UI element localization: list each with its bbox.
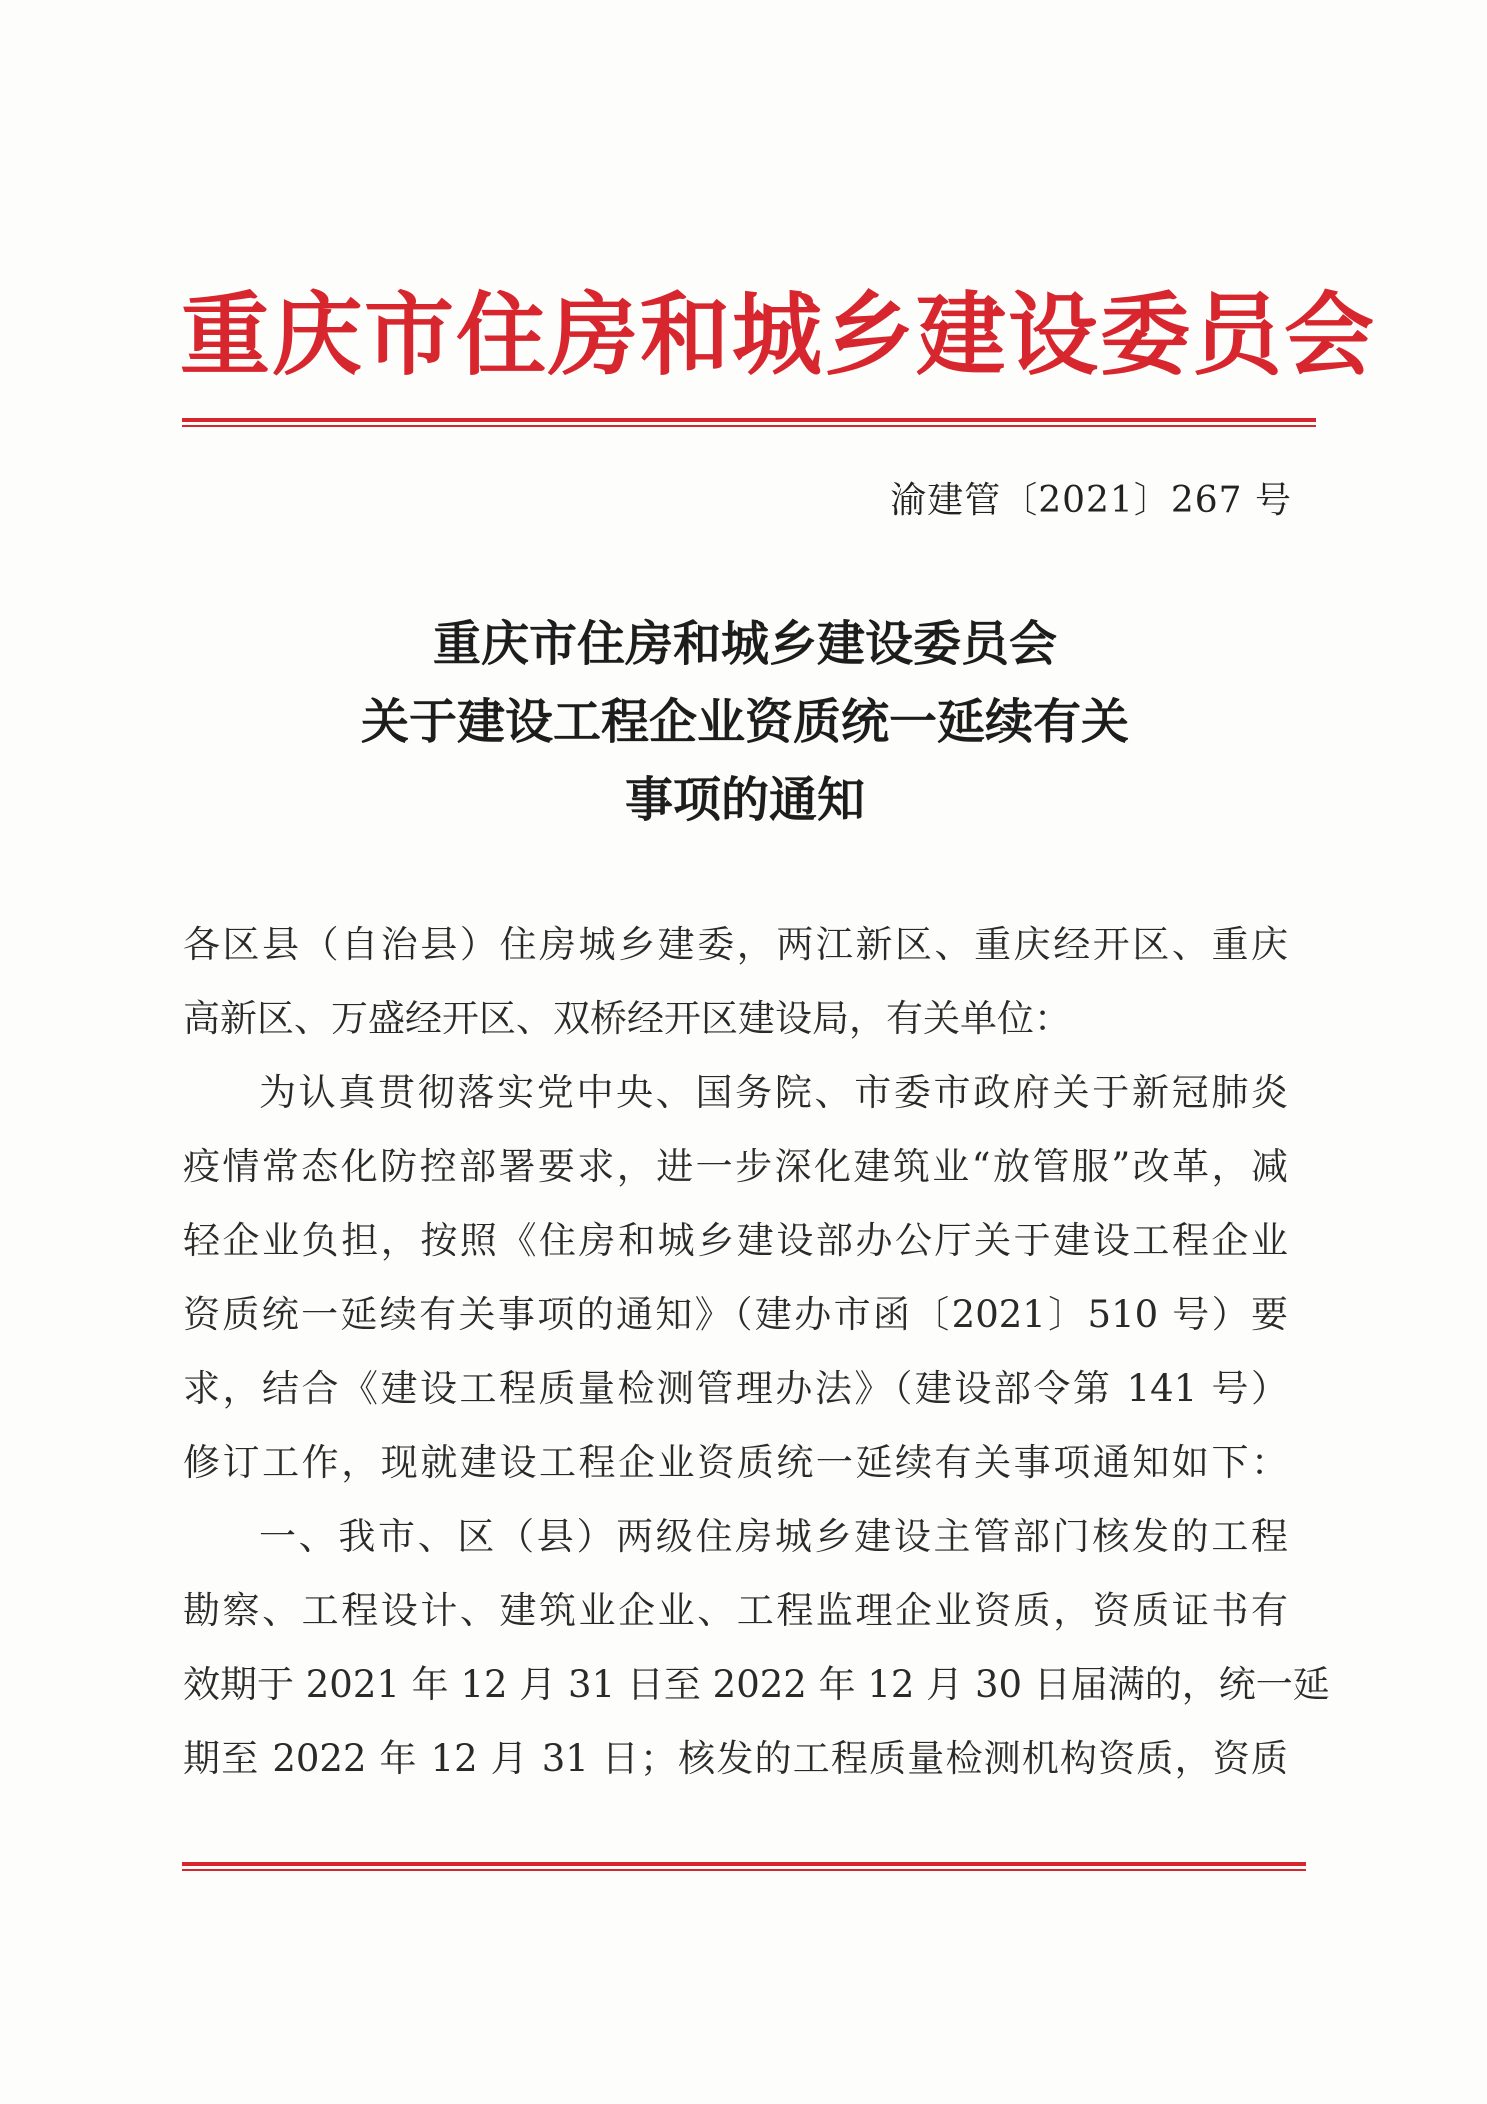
- body-line: 效期于 2021 年 12 月 31 日至 2022 年 12 月 30 日届满的，统一延: [183, 1663, 1330, 1706]
- footer-red-divider: [182, 1862, 1306, 1872]
- title-line: 事项的通知: [624, 772, 865, 828]
- body-line: 期至 2022 年 12 月 31 日；核发的工程质量检测机构资质，资质: [183, 1737, 1288, 1780]
- body-line: 轻企业负担，按照《住房和城乡建设部办公厅关于建设工程企业: [183, 1219, 1288, 1262]
- body-line: 修订工作，现就建设工程企业资质统一延续有关事项通知如下：: [183, 1441, 1288, 1484]
- header-red-divider-thick: [182, 418, 1316, 422]
- body-line: 一、我市、区（县）两级住房城乡建设主管部门核发的工程: [259, 1515, 1288, 1558]
- body-line: 求，结合《建设工程质量检测管理办法》（建设部令第 141 号）: [183, 1367, 1288, 1410]
- body-line: 疫情常态化防控部署要求，进一步深化建筑业“放管服”改革，减: [183, 1145, 1288, 1188]
- header-red-divider-thin: [182, 425, 1316, 427]
- header-red-divider: [182, 418, 1316, 428]
- title-line: 关于建设工程企业资质统一延续有关: [360, 694, 1129, 750]
- footer-red-divider-thin: [182, 1869, 1306, 1871]
- document-number: 渝建管〔2021〕267 号: [890, 480, 1292, 521]
- document-title: [180, 605, 1310, 839]
- body-line: 资质统一延续有关事项的通知》（建办市函〔2021〕510 号）要: [183, 1293, 1288, 1336]
- title-line: 重庆市住房和城乡建设委员会: [432, 616, 1057, 672]
- document-body: [183, 908, 1330, 1796]
- issuer-header: 重庆市住房和城乡建设委员会: [180, 282, 1376, 388]
- body-line: 为认真贯彻落实党中央、国务院、市委市政府关于新冠肺炎: [259, 1071, 1288, 1114]
- body-line: 高新区、万盛经开区、双桥经开区建设局，有关单位：: [183, 997, 1071, 1040]
- body-line: 各区县（自治县）住房城乡建委，两江新区、重庆经开区、重庆: [183, 923, 1288, 966]
- body-line: 勘察、工程设计、建筑业企业、工程监理企业资质，资质证书有: [183, 1589, 1288, 1632]
- footer-red-divider-thick: [182, 1862, 1306, 1866]
